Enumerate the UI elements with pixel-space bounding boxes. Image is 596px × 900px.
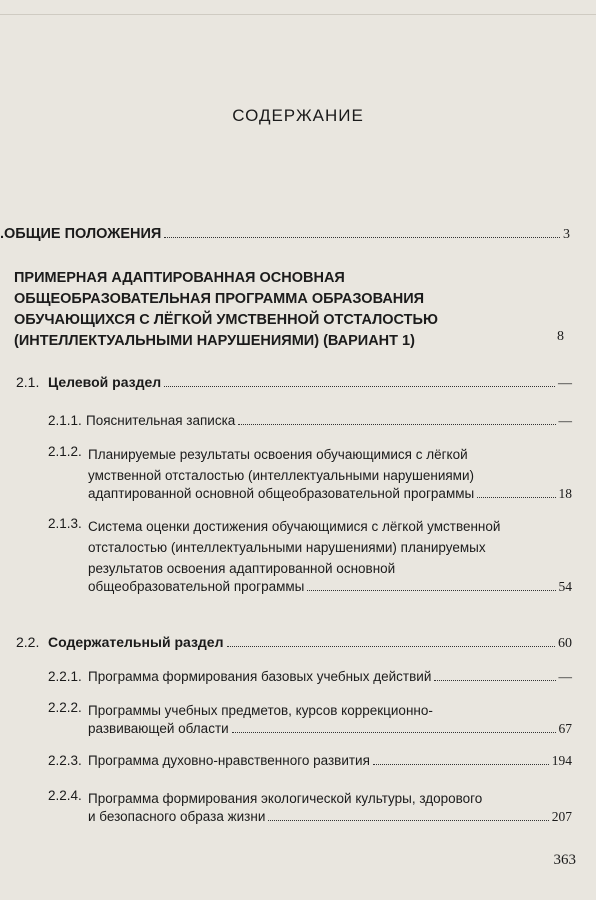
toc-section-2 [14, 268, 438, 352]
toc-entry-title-line: и безопасного образа жизни [88, 809, 266, 824]
dot-leader [268, 820, 548, 821]
toc-page-number: 207 [551, 809, 572, 824]
toc-entry-2-1-3 [88, 516, 500, 579]
toc-page-number: — [558, 376, 572, 391]
toc-section-title-line: (ИНТЕЛЛЕКТУАЛЬНЫМИ НАРУШЕНИЯМИ) (ВАРИАНТ 1) [14, 333, 415, 349]
toc-page-number: 67 [558, 721, 572, 736]
toc-entry-number: 2.2.4. [48, 788, 82, 803]
toc-entry-title-line: развивающей области [88, 721, 229, 736]
dot-leader [307, 590, 555, 591]
toc-entry-number: 2.2.3. [48, 753, 82, 768]
dot-leader [227, 646, 556, 647]
toc-entry-title-line: отсталостью (интеллектуальными нарушениями) планируемых [88, 540, 486, 555]
toc-entry-number: 2.2.1. [48, 669, 82, 684]
toc-entry-2-2-2 [88, 700, 433, 721]
toc-entry-title: Программа формирования базовых учебных действий [88, 669, 432, 684]
toc-entry-2-2-4 [88, 788, 482, 809]
toc-page-number: 60 [558, 636, 572, 651]
toc-entry-title: Целевой раздел [48, 374, 162, 390]
toc-entry-title: Пояснительная записка [86, 413, 236, 428]
toc-page-number: 8 [557, 329, 564, 344]
toc-entry-title: Программа духовно-нравственного развития [88, 753, 370, 768]
toc-entry-number: 2.1.2. [48, 444, 82, 459]
toc-entry-number: 2.2.2. [48, 700, 82, 715]
toc-entry-number: 2.1.1. [48, 413, 82, 428]
toc-entry-title-line: Система оценки достижения обучающимися с лёгкой умственной [88, 519, 501, 534]
dot-leader [477, 497, 555, 498]
toc-entry-title-line: Программа формирования экологической культуры, здорового [88, 791, 483, 806]
toc-section-number: . [0, 226, 5, 242]
toc-entry-number: 2.1.3. [48, 516, 82, 531]
page-title: СОДЕРЖАНИЕ [232, 106, 364, 125]
toc-entry-2-1-2 [88, 444, 474, 486]
dot-leader [232, 732, 556, 733]
dot-leader [164, 237, 560, 238]
toc-entry-2-2-4-last [88, 809, 572, 825]
toc-section-title: ОБЩИЕ ПОЛОЖЕНИЯ [4, 226, 162, 242]
toc-entry-2-2-1 [48, 669, 572, 685]
toc-entry-title: Содержательный раздел [48, 634, 224, 650]
toc-section-title-line: ОБУЧАЮЩИХСЯ С ЛЁГКОЙ УМСТВЕННОЙ ОТСТАЛОСТЬЮ [14, 312, 438, 328]
toc-page-number: — [558, 669, 572, 684]
toc-section-title-line: ПРИМЕРНАЯ АДАПТИРОВАННАЯ ОСНОВНАЯ [14, 270, 345, 286]
toc-page-number: 54 [558, 579, 572, 594]
toc-entry-2-1-1 [48, 413, 572, 429]
dot-leader [373, 764, 549, 765]
top-rule [0, 14, 596, 15]
toc-section-1 [0, 226, 570, 243]
toc-entry-2-1-2-last [88, 486, 572, 502]
page-number: 363 [553, 852, 576, 868]
toc-entry-number: 2.1. [16, 374, 40, 390]
toc-page-number: 194 [551, 753, 572, 768]
toc-entry-title-line: Планируемые результаты освоения обучающимися с лёгкой [88, 447, 468, 462]
toc-page-number: — [558, 413, 572, 428]
toc-entry-title-line: Программы учебных предметов, курсов коррекционно- [88, 703, 433, 718]
toc-page-number: 18 [558, 486, 572, 501]
toc-page-number: 3 [563, 227, 570, 242]
dot-leader [434, 680, 555, 681]
toc-entry-2-2 [16, 634, 572, 652]
toc-entry-title-line: умственной отсталостью (интеллектуальными нарушениями) [88, 468, 474, 483]
toc-entry-title-line: адаптированной основной общеобразовательной программы [88, 486, 475, 501]
toc-entry-2-2-2-last [88, 721, 572, 737]
toc-entry-2-1-3-last [88, 579, 572, 595]
toc-entry-2-2-3 [48, 753, 572, 769]
toc-entry-2-1 [16, 374, 572, 392]
dot-leader [238, 424, 555, 425]
toc-section-title-line: ОБЩЕОБРАЗОВАТЕЛЬНАЯ ПРОГРАММА ОБРАЗОВАНИЯ [14, 291, 425, 307]
toc-entry-title-line: общеобразовательной программы [88, 579, 305, 594]
toc-entry-title-line: результатов освоения адаптированной основной [88, 561, 396, 576]
dot-leader [164, 386, 555, 387]
toc-entry-number: 2.2. [16, 634, 40, 650]
